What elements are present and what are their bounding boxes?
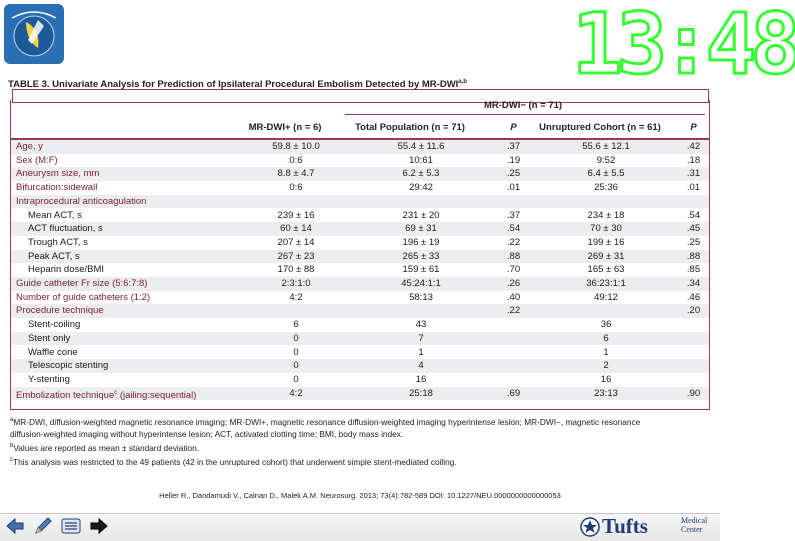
footnote-c: $^c$This analysis was restricted to the 49 patients (42 in the unruptured cohort) that underwent simple stent-mediated coiling. [10, 456, 457, 467]
citation: Heller R., Dandamudi V., Calnan D., Malek A.M. Neurosurg. 2013; 73(4):782-589 DOI: 10.1227/NEU.0000000000000053 [159, 491, 561, 500]
cell-total: 29:42 [409, 182, 433, 194]
cell-total: 16 [415, 373, 427, 385]
cell-unruptured: 23:13 [594, 387, 618, 399]
col-head-total: Total Population (n = 71) [355, 122, 465, 133]
cell-total: 6.2 ± 5.3 [402, 168, 440, 180]
table-row [11, 209, 709, 223]
cell-p2: .20 [686, 305, 701, 317]
table-title-text: TABLE 3. Univariate Analysis for Prediction of Ipsilateral Procedural Embolism Detected by MR-DWI [8, 79, 459, 91]
row-label: Trough ACT, s [28, 236, 88, 248]
cell-p2: .18 [686, 154, 701, 166]
cell-unruptured: 234 ± 18 [587, 209, 625, 221]
cell-p1: .01 [506, 182, 521, 194]
col-head-unruptured: Unruptured Cohort (n = 61) [539, 122, 661, 133]
cell-unruptured: 6 [603, 332, 609, 344]
row-label: Heparin dose/BMI [28, 264, 105, 276]
cell-p1: .40 [506, 291, 521, 303]
back-arrow-icon[interactable] [4, 516, 26, 536]
cell-total: 196 ± 19 [402, 236, 440, 248]
cell-unruptured: 9:52 [596, 154, 616, 166]
row-label: Telescopic stenting [28, 360, 109, 372]
cell-total: 10:61 [409, 154, 433, 166]
cell-pos: 0 [293, 346, 299, 358]
cell-total: 1 [418, 346, 424, 358]
col-head-pos: MR-DWI+ (n = 6) [248, 122, 322, 133]
group-underline [345, 114, 705, 115]
tufts-seal-icon [580, 517, 600, 537]
cell-p1: .22 [506, 236, 521, 248]
cell-p2: .90 [686, 387, 701, 399]
cell-pos: 267 ± 23 [277, 250, 315, 262]
cell-unruptured: 199 ± 16 [587, 236, 625, 248]
table-row [11, 181, 709, 195]
row-label: Embolization technique$^c$ (jailing:sequential) [16, 389, 197, 401]
cell-unruptured: 36 [600, 319, 612, 331]
cell-total: 4 [418, 360, 424, 372]
row-label: Waffle cone [28, 346, 78, 358]
table-title-sup: a,b [458, 79, 467, 85]
cell-pos: 207 ± 14 [277, 236, 315, 248]
cell-total: 45:24:1:1 [401, 278, 441, 289]
cell-unruptured: 269 ± 31 [587, 250, 625, 262]
cell-p2: .31 [686, 168, 701, 180]
col-head-p2: P [690, 122, 697, 133]
table-row [11, 250, 709, 264]
cell-pos: 2:3:1:0 [281, 278, 311, 289]
cell-p2: .45 [686, 223, 701, 235]
cell-total: 69 ± 31 [405, 223, 437, 235]
cell-pos: 0:6 [289, 154, 303, 166]
cell-p2: .34 [686, 278, 701, 289]
cell-unruptured: 25:36 [594, 182, 618, 194]
cell-unruptured: 6.4 ± 5.5 [587, 168, 625, 180]
cell-unruptured: 16 [600, 373, 612, 385]
pen-icon[interactable] [32, 516, 54, 536]
table-row [11, 263, 709, 277]
cell-p2: .25 [686, 236, 701, 248]
cell-p1: .88 [506, 250, 521, 262]
row-label: ACT fluctuation, s [28, 223, 103, 235]
row-label: Stent only [28, 332, 71, 344]
cell-total: 265 ± 33 [402, 250, 440, 262]
cell-pos: 60 ± 14 [280, 223, 312, 235]
table-row [11, 291, 709, 305]
cell-p2: .46 [686, 291, 701, 303]
row-label: Peak ACT, s [28, 250, 80, 262]
tufts-brand-sub: Medical Center [681, 516, 708, 534]
society-logo [4, 4, 64, 64]
row-label: Number of guide catheters (1:2) [16, 291, 151, 303]
cell-pos: 0 [293, 373, 299, 385]
cell-p1: .37 [506, 209, 521, 221]
menu-icon[interactable] [60, 516, 82, 536]
cell-unruptured: 165 ± 63 [587, 264, 625, 276]
row-label: Procedure technique [16, 305, 104, 317]
cell-unruptured: 49:12 [594, 291, 618, 303]
cell-pos: 170 ± 88 [277, 264, 315, 276]
cell-total: 231 ± 20 [402, 209, 440, 221]
cell-total: 55.4 ± 11.6 [397, 141, 445, 152]
col-head-p1: P [510, 122, 517, 133]
footnote-a: $^a$MR-DWI, diffusion-weighted magnetic resonance imaging; MR-DWI+, magnetic resonance diffusion-weighted imaging hyperintense lesion; MR-DWI−, magnetic resonance [10, 416, 641, 427]
table-row [11, 346, 709, 360]
cell-total: 159 ± 61 [402, 264, 440, 276]
cell-pos: 239 ± 16 [277, 209, 315, 221]
cell-unruptured: 70 ± 30 [590, 223, 622, 235]
cell-p1: .19 [506, 154, 521, 166]
cell-pos: 0:6 [289, 182, 303, 194]
cell-unruptured: 36:23:1:1 [586, 278, 626, 289]
cell-unruptured: 2 [603, 360, 609, 372]
cell-pos: 59.8 ± 10.0 [272, 141, 320, 152]
cell-pos: 0 [293, 360, 299, 372]
cell-p1: .69 [506, 387, 521, 399]
table-row [11, 222, 709, 236]
cell-pos: 4:2 [289, 387, 303, 399]
cell-p1: .26 [506, 278, 521, 289]
table-row [11, 154, 709, 168]
cell-p2: .01 [686, 182, 701, 194]
forward-arrow-icon[interactable] [88, 516, 110, 536]
group-header: MR-DWI− (n = 71) [483, 100, 563, 111]
row-label: Guide catheter Fr size (5:6:7:8) [16, 278, 148, 289]
row-label: Mean ACT, s [28, 209, 82, 221]
cell-p2: .85 [686, 264, 701, 276]
table-row [11, 304, 709, 318]
cell-p2: .54 [686, 209, 701, 221]
footnote-a-cont: diffusion-weighted imaging without hyperintense lesion; ACT, activated clotting time; BMI, body mass index. [10, 428, 404, 439]
row-label: Bifurcation:sidewall [16, 182, 98, 194]
table-row [11, 236, 709, 250]
cell-total: 7 [418, 332, 424, 344]
cell-pos: 6 [293, 319, 299, 331]
table-row [11, 332, 709, 346]
cell-p1: .70 [506, 264, 521, 276]
tufts-brand: Tufts [602, 514, 648, 538]
footnotes [10, 414, 716, 467]
footnote-b: $^b$Values are reported as mean ± standard deviation. [10, 442, 200, 453]
table-row [11, 318, 709, 332]
cell-p1: .37 [506, 141, 521, 152]
row-label: Sex (M:F) [16, 154, 58, 166]
table-row [11, 167, 709, 181]
row-label: Aneurysm size, mm [16, 168, 100, 180]
row-label: Stent-coiling [28, 319, 81, 331]
row-label: Age, y [16, 141, 43, 152]
table-row [11, 359, 709, 373]
cell-total: 25:18 [409, 387, 433, 399]
clock-time: 13:48 [572, 0, 795, 93]
cell-total: 58:13 [409, 291, 433, 303]
table-row [11, 387, 709, 401]
cell-p2: .88 [686, 250, 701, 262]
table-row [11, 373, 709, 387]
row-label: Y-stenting [28, 373, 70, 385]
clock-overlay [572, 0, 795, 93]
cell-p1: .25 [506, 168, 521, 180]
cell-unruptured: 1 [603, 346, 609, 358]
table-row [11, 195, 709, 209]
cell-total: 43 [415, 319, 427, 331]
cell-p1: .54 [506, 223, 521, 235]
cell-p1: .22 [506, 305, 521, 317]
cell-unruptured: 55.6 ± 12.1 [582, 141, 630, 152]
row-label: Intraprocedural anticoagulation [16, 195, 147, 207]
cell-pos: 0 [293, 332, 299, 344]
cell-pos: 4:2 [289, 291, 303, 303]
cell-pos: 8.8 ± 4.7 [277, 168, 315, 180]
table-row [11, 140, 709, 154]
table-row [11, 277, 709, 291]
cell-p2: .42 [686, 141, 701, 152]
